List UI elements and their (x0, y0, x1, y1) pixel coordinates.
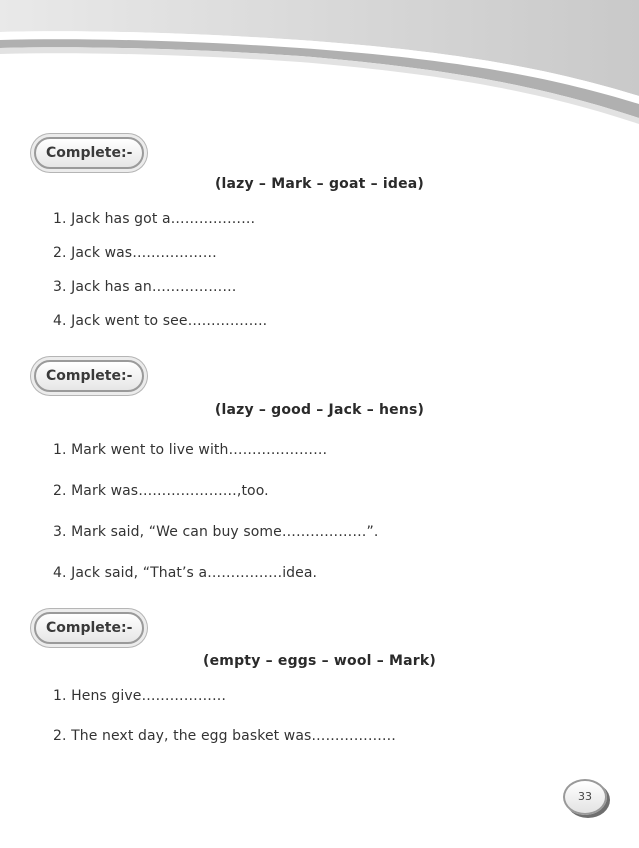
section-2-badge: Complete:- (34, 360, 144, 392)
section-1-item-3: 3. Jack has an……………… (53, 279, 237, 295)
section-1-item-4: 4. Jack went to see…………….. (53, 313, 268, 329)
section-3-item-2: 2. The next day, the egg basket was……………… (53, 728, 397, 744)
section-1-badge: Complete:- (34, 137, 144, 169)
section-1-word-bank: (lazy – Mark – goat – idea) (214, 176, 425, 192)
section-1-item-2: 2. Jack was……………… (53, 245, 217, 261)
section-1-item-1: 1. Jack has got a……………… (53, 211, 256, 227)
page-number: 33 (563, 779, 607, 815)
section-2-word-bank: (lazy – good – Jack – hens) (214, 402, 425, 418)
section-3-badge: Complete:- (34, 612, 144, 644)
section-2-item-1: 1. Mark went to live with………………… (53, 442, 328, 458)
section-2-item-2: 2. Mark was…………………,too. (53, 483, 269, 499)
section-3-item-1: 1. Hens give……………… (53, 688, 227, 704)
section-2-item-4: 4. Jack said, “That’s a…………….idea. (53, 565, 318, 581)
section-3-word-bank: (empty – eggs – wool – Mark) (203, 653, 436, 669)
section-2-item-3: 3. Mark said, “We can buy some………………”. (53, 524, 379, 540)
header-swoosh (0, 0, 639, 130)
